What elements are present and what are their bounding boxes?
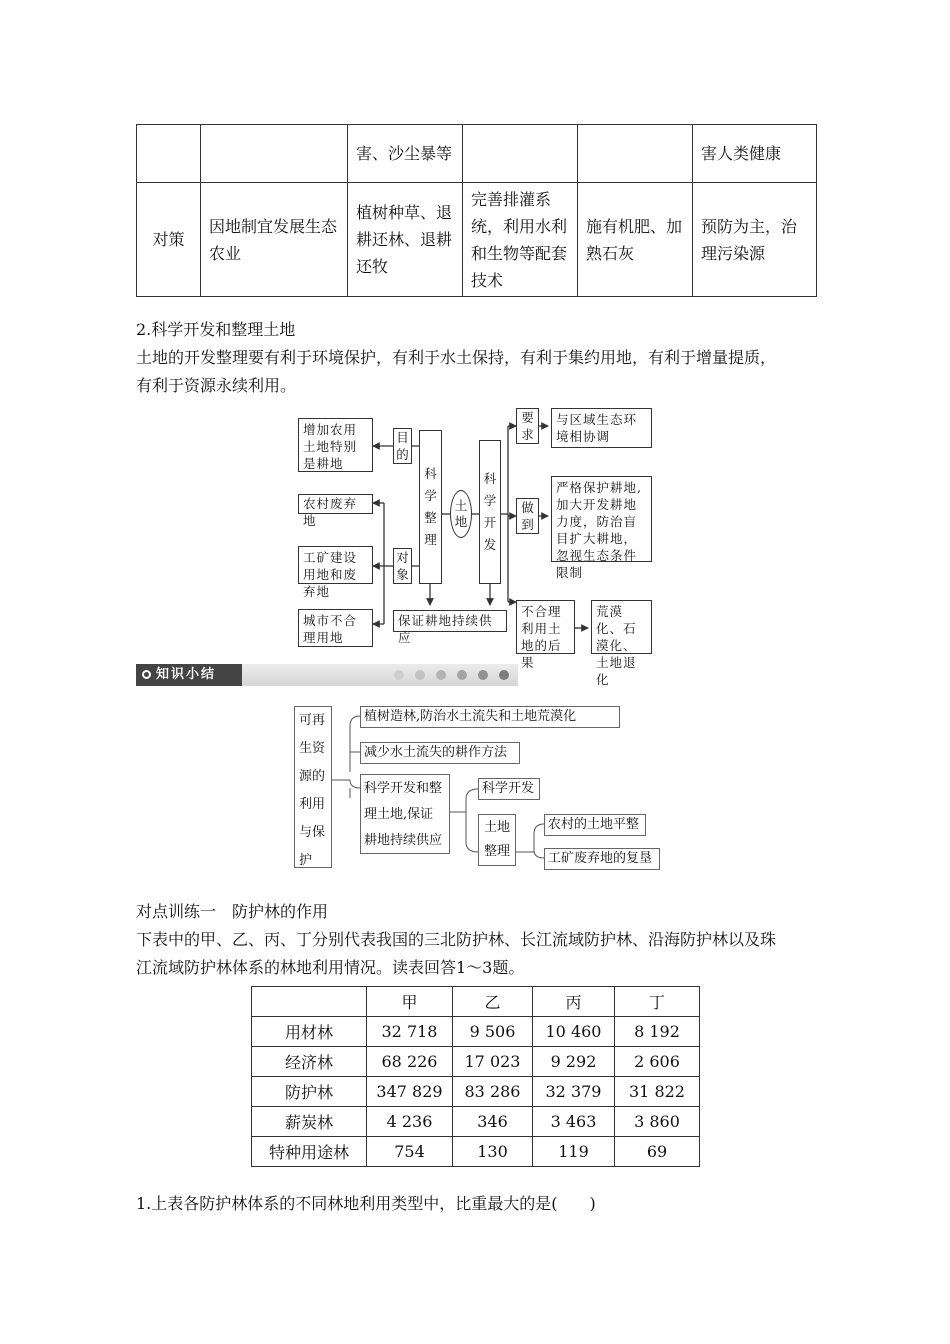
table-cell: 10 460 xyxy=(533,1017,615,1047)
table-cell: 754 xyxy=(367,1137,453,1167)
table-cell: 预防为主，治理污染源 xyxy=(693,183,817,297)
achieve-box: 严格保护耕地,加大开发耕地力度，防治盲目扩大耕地，忽视生态条件限制 xyxy=(551,476,652,562)
table-cell: 2 606 xyxy=(615,1047,700,1077)
table-row xyxy=(252,1017,700,1047)
land-diagram xyxy=(296,406,656,687)
bullet-circle-icon xyxy=(142,670,151,679)
table-cell: 68 226 xyxy=(367,1047,453,1077)
land-ellipse: 土地 xyxy=(450,490,472,538)
table-cell: 3 860 xyxy=(615,1107,700,1137)
require-label: 要求 xyxy=(516,408,539,444)
table-cell: 9 292 xyxy=(533,1047,615,1077)
section-heading: 2.科学开发和整理土地 xyxy=(136,320,296,339)
table-cell: 347 829 xyxy=(367,1077,453,1107)
table-row xyxy=(252,1137,700,1167)
table-cell: 特种用途林 xyxy=(252,1137,367,1167)
body-text: 有利于资源永续利用。 xyxy=(136,376,297,395)
summary-banner xyxy=(136,664,518,686)
table-cell: 130 xyxy=(453,1137,533,1167)
table-header-cell: 丙 xyxy=(533,987,615,1017)
summary-leaf-rural: 农村的土地平整 xyxy=(544,814,646,836)
exercise-intro: 下表中的甲、乙、丙、丁分别代表我国的三北防护林、长江流域防护林、沿海防护林以及珠 xyxy=(136,930,777,949)
table-cell: 经济林 xyxy=(252,1047,367,1077)
table-header-row xyxy=(252,987,700,1017)
table-row xyxy=(252,1047,700,1077)
object-urban-box: 城市不合理用地 xyxy=(298,609,373,647)
table-cell: 9 506 xyxy=(453,1017,533,1047)
table-cell xyxy=(201,125,348,183)
table-cell: 害人类健康 xyxy=(693,125,817,183)
object-label: 对象 xyxy=(393,548,412,584)
object-mining-box: 工矿建设用地和废弃地 xyxy=(298,546,373,584)
table-cell: 薪炭林 xyxy=(252,1107,367,1137)
scientific-develop-box: 科学开发 xyxy=(479,440,501,584)
summary-leaf-mining: 工矿废弃地的复垦 xyxy=(544,848,660,870)
table-row xyxy=(137,183,817,297)
summary-sub-arrange: 土地整理 xyxy=(478,814,516,866)
table-cell xyxy=(578,125,693,183)
measures-table xyxy=(136,124,817,297)
table-cell: 8 192 xyxy=(615,1017,700,1047)
table-cell: 346 xyxy=(453,1107,533,1137)
table-row xyxy=(252,1077,700,1107)
table-row xyxy=(137,125,817,183)
table-cell: 69 xyxy=(615,1137,700,1167)
summary-root-box: 可再生资源的利用与保护 xyxy=(294,706,332,868)
decor-dot-icon xyxy=(415,670,425,680)
summary-banner-label: 知识小结 xyxy=(136,664,242,686)
table-cell-label: 对策 xyxy=(137,183,201,297)
question-1: 1.上表各防护林体系的不同林地利用类型中，比重最大的是( ) xyxy=(136,1194,596,1213)
table-cell: 植树种草、退耕还林、退耕还牧 xyxy=(348,183,463,297)
table-cell: 用材林 xyxy=(252,1017,367,1047)
summary-item-afforestation: 植树造林,防治水土流失和土地荒漠化 xyxy=(360,706,620,728)
table-cell: 17 023 xyxy=(453,1047,533,1077)
table-cell: 119 xyxy=(533,1137,615,1167)
summary-tree xyxy=(290,702,670,872)
table-row xyxy=(252,1107,700,1137)
decor-dot-icon xyxy=(499,670,509,680)
forest-table xyxy=(251,986,700,1167)
table-cell: 害、沙尘暴等 xyxy=(348,125,463,183)
summary-item-scientific-land: 科学开发和整理土地,保证耕地持续供应 xyxy=(360,774,450,854)
scientific-arrange-box: 科学整理 xyxy=(419,430,442,584)
table-cell: 4 236 xyxy=(367,1107,453,1137)
table-cell: 31 822 xyxy=(615,1077,700,1107)
table-header-cell xyxy=(252,987,367,1017)
decor-dot-icon xyxy=(457,670,467,680)
table-cell: 32 718 xyxy=(367,1017,453,1047)
body-text: 土地的开发整理要有利于环境保护，有利于水土保持，有利于集约用地，有利于增量提质， xyxy=(136,348,777,367)
purpose-label: 目的 xyxy=(393,428,412,464)
table-cell: 32 379 xyxy=(533,1077,615,1107)
farmland-supply-box: 保证耕地持续供应 xyxy=(393,610,507,632)
decor-dot-icon xyxy=(436,670,446,680)
table-cell xyxy=(137,125,201,183)
table-cell: 83 286 xyxy=(453,1077,533,1107)
summary-item-farming-methods: 减少水土流失的耕作方法 xyxy=(360,742,520,764)
table-cell: 3 463 xyxy=(533,1107,615,1137)
table-cell: 防护林 xyxy=(252,1077,367,1107)
exercise-intro: 江流域防护林体系的林地利用情况。读表回答1～3题。 xyxy=(136,958,525,977)
purpose-box: 增加农用土地特别是耕地 xyxy=(298,418,373,472)
table-cell: 因地制宜发展生态农业 xyxy=(201,183,348,297)
exercise-title: 对点训练一 防护林的作用 xyxy=(136,902,329,921)
table-header-cell: 乙 xyxy=(453,987,533,1017)
table-header-cell: 甲 xyxy=(367,987,453,1017)
require-box: 与区域生态环境相协调 xyxy=(551,408,652,448)
table-cell: 施有机肥、加熟石灰 xyxy=(578,183,693,297)
table-cell xyxy=(463,125,578,183)
table-cell: 完善排灌系统，利用水利和生物等配套技术 xyxy=(463,183,578,297)
decor-dot-icon xyxy=(478,670,488,680)
decor-dot-icon xyxy=(394,670,404,680)
consequence-box: 不合理利用土地的后果 xyxy=(516,600,575,654)
summary-sub-develop: 科学开发 xyxy=(478,778,540,800)
consequence-result-box: 荒漠化、石漠化、土地退化 xyxy=(591,600,652,654)
object-rural-box: 农村废弃地 xyxy=(298,494,373,514)
achieve-label: 做到 xyxy=(516,498,539,534)
table-header-cell: 丁 xyxy=(615,987,700,1017)
